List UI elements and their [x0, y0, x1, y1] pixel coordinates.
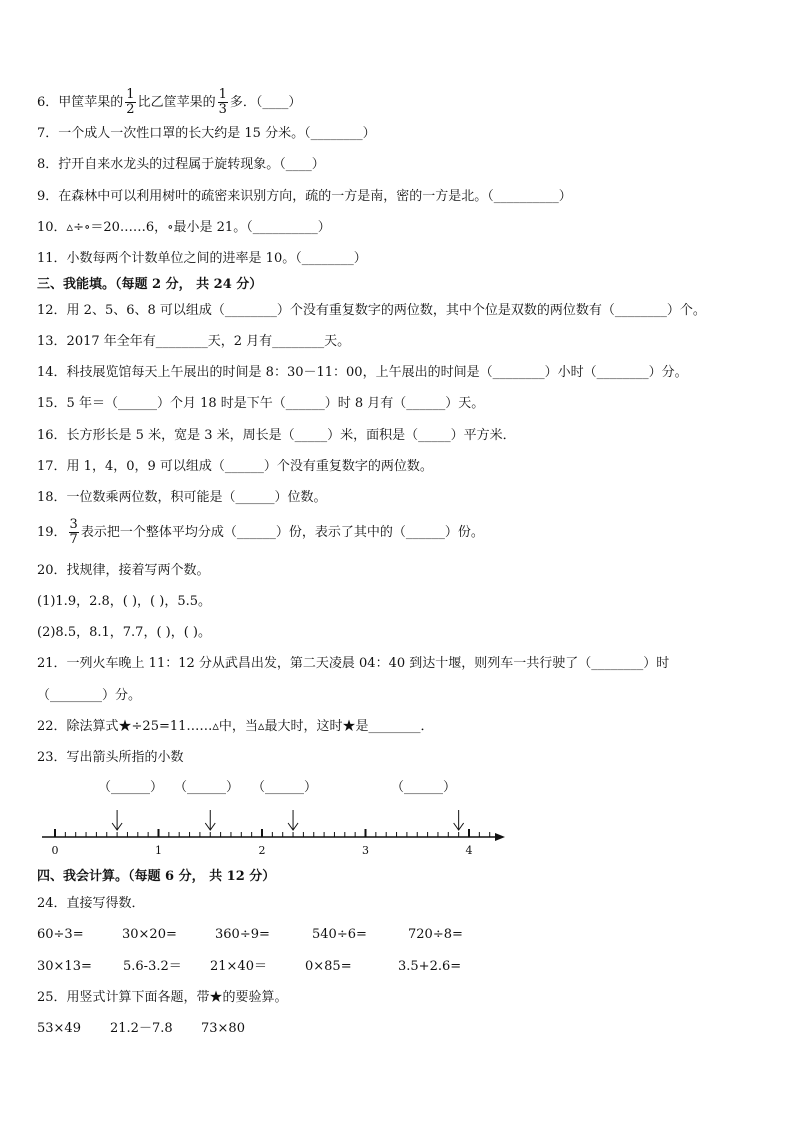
question-14: 14．科技展览馆每天上午展出的时间是 8：30－11：00，上午展出的时间是（________）小时（________）分。	[37, 365, 688, 380]
q19-number: 19．	[37, 525, 67, 540]
tick-label: 2	[258, 844, 266, 857]
calc-item: 5.6-3.2＝	[123, 959, 182, 974]
calc-item: 360÷9=	[215, 927, 270, 942]
question-12: 12．用 2、5、6、8 可以组成（________）个没有重复数字的两位数，其中个位是双数的两位数有（________）个。	[37, 303, 706, 318]
calc-item: 21×40＝	[210, 959, 267, 974]
calc-item: 3.5+2.6=	[398, 959, 462, 974]
fraction-denominator: 3	[218, 102, 227, 117]
fraction-denominator: 7	[69, 532, 78, 547]
tick-label: 3	[362, 844, 369, 857]
question-8: 8．拧开自来水龙头的过程属于旋转现象。（____）	[37, 157, 325, 172]
vertical-calc-item: 53×49	[37, 1021, 81, 1036]
question-20-part-2: (2)8.5，8.1，7.7，( )，( )。	[37, 625, 211, 640]
q19-text: 表示把一个整体平均分成（______）份，表示了其中的（______）份。	[80, 525, 484, 540]
question-6	[37, 88, 301, 117]
answer-blank-2: （______）	[174, 780, 240, 795]
q6-text-pre: 6．甲筐苹果的	[37, 95, 124, 110]
question-10: 10．▵÷∘＝20……6，∘最小是 21。（__________）	[37, 220, 331, 235]
fraction-denominator: 2	[126, 102, 135, 117]
number-line	[0, 775, 794, 860]
calc-item: 30×20=	[122, 927, 177, 942]
answer-blank-4: （______）	[391, 780, 457, 795]
question-23: 23．写出箭头所指的小数	[37, 750, 184, 765]
fraction-three-sevenths	[69, 518, 79, 547]
fraction-numerator: 1	[218, 87, 227, 102]
q6-text-mid: 比乙筐苹果的	[137, 95, 216, 110]
vertical-calc-item: 21.2－7.8	[110, 1021, 173, 1036]
question-11: 11．小数每两个计数单位之间的进率是 10。（________）	[37, 251, 367, 266]
question-9: 9．在森林中可以利用树叶的疏密来识别方向，疏的一方是南，密的一方是北。（__________）	[37, 189, 572, 204]
axis-arrowhead	[495, 833, 505, 841]
calc-item: 720÷8=	[408, 927, 463, 942]
question-25: 25．用竖式计算下面各题，带★的要验算。	[37, 990, 288, 1005]
fraction-numerator: 1	[126, 87, 135, 102]
tick-label: 4	[465, 844, 473, 857]
fraction-one-half	[125, 88, 135, 117]
calc-item: 30×13=	[37, 959, 92, 974]
question-20-part-1: (1)1.9，2.8，( )，( )，5.5。	[37, 594, 211, 609]
section-3-heading: 三、我能填。（每题 2 分， 共 24 分）	[37, 277, 263, 292]
number-line-figure	[0, 775, 794, 860]
question-24: 24．直接写得数．	[37, 896, 145, 911]
question-16: 16．长方形长是 5 米，宽是 3 米，周长是（_____）米，面积是（_____）平方米．	[37, 428, 516, 443]
question-15: 15．5 年＝（______）个月 18 时是下午（______）时 8 月有（______）天。	[37, 396, 485, 411]
question-17: 17．用 1，4，0，9 可以组成（______）个没有重复数字的两位数。	[37, 459, 433, 474]
vertical-calc-item: 73×80	[201, 1021, 245, 1036]
fraction-numerator: 3	[69, 517, 78, 532]
answer-blank-1: （______）	[98, 780, 164, 795]
tick-label: 1	[155, 844, 162, 857]
calc-item: 540÷6=	[312, 927, 367, 942]
question-19	[37, 518, 484, 547]
calc-item: 60÷3=	[37, 927, 84, 942]
fraction-one-third	[218, 88, 228, 117]
question-18: 18．一位数乘两位数，积可能是（______）位数。	[37, 490, 327, 505]
question-20: 20．找规律，接着写两个数。	[37, 563, 210, 578]
section-4-heading: 四、我会计算。（每题 6 分， 共 12 分）	[37, 869, 276, 884]
question-22: 22．除法算式★÷25=11……▵中，当▵最大时，这时★是________．	[37, 719, 434, 734]
answer-blank-3: （______）	[252, 780, 318, 795]
calc-item: 0×85=	[305, 959, 352, 974]
question-21-line-1: 21．一列火车晚上 11：12 分从武昌出发，第二天凌晨 04：40 到达十堰，则列车一共行驶了（________）时	[37, 656, 670, 671]
q6-text-post: 多．（____）	[229, 95, 302, 110]
question-13: 13．2017 年全年有________天，2 月有________天。	[37, 334, 351, 349]
tick-label: 0	[51, 844, 59, 857]
question-7: 7．一个成人一次性口罩的长大约是 15 分米。（________）	[37, 126, 376, 141]
question-21-line-2: （________）分。	[37, 688, 142, 703]
